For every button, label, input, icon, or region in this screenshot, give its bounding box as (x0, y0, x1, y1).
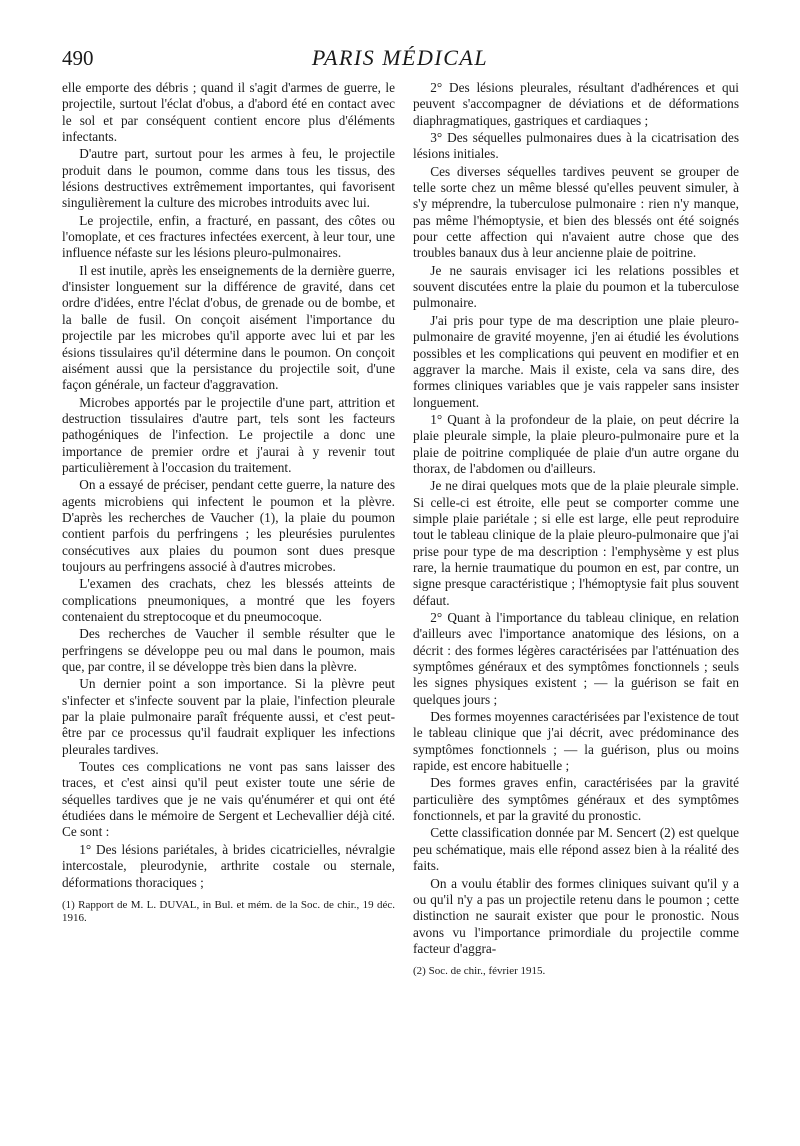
journal-title: PARIS MÉDICAL (311, 45, 489, 70)
paragraph: Microbes apportés par le projectile d'une part, attrition et destruction tissulaires d'autre part, tels sont les facteurs pathogéniques de l'infection. Le projectile a donc une importance de premier ordre et j'aurai à y revenir tout particulièrement à l'occasion du traitement. (62, 394, 395, 475)
paragraph: D'autre part, surtout pour les armes à feu, le projectile produit dans le poumon, comme dans tous les tissus, des lésions destructives extrêmement importantes, qui favorisent singulièrement la culture des microbes introduits avec lui. (62, 146, 395, 211)
paragraph: Il est inutile, après les enseignements de la dernière guerre, d'insister longuement sur la différence de gravité, dans cet ordre d'idées, entre l'éclat d'obus, de grenade ou de bombe, et la balle de fusil. On conçoit aisément l'importance du projectile par les microbes qu'il apporte avec lui et par les ésions tissulaires qu'il détermine dans le poumon. On conçoit aisément aussi que la persistance du projectile soit, d'une façon générale, un facteur d'aggravation. (62, 262, 395, 393)
paragraph: Ces diverses séquelles tardives peuvent se grouper de telle sorte chez un même blessé qu'elles peuvent simuler, à s'y méprendre, la tuberculose pulmonaire : rien n'y manque, pas même l'hémoptysie, et bien des blessés ont été soignés pour cette affection qui n'avaient autre chose que des troubles banaux dus à leur ancienne plaie de poitrine. (413, 163, 739, 261)
right-column (413, 80, 739, 979)
paragraph: Toutes ces complications ne vont pas sans laisser des traces, et c'est ainsi qu'il peut exister toute une série de séquelles tardives que je ne vais qu'énumérer et qui ont été étudiées dans le mémoire de Sergent et Lechevallier déjà cité. Ce sont : (62, 759, 395, 840)
page-number: 490 (62, 46, 94, 70)
paragraph: Un dernier point a son importance. Si la plèvre peut s'infecter et s'infecte souvent par la plaie, l'infection pleurale par la plaie pulmonaire paraît fréquente aussi, et c'est peut-être par ce processus qu'il faudrait expliquer les infections pleurales tardives. (62, 676, 395, 757)
paragraph: Des formes moyennes caractérisées par l'existence de tout le tableau clinique que j'ai décrit, avec prédominance des symptômes fonctionnels ; — la guérison, plus ou moins rapide, est encore habituelle ; (413, 709, 739, 774)
paragraph: elle emporte des débris ; quand il s'agit d'armes de guerre, le projectile, surtout l'éclat d'obus, a d'abord été en contact avec le sol et par conséquent contient encore plus d'éléments infectants. (62, 80, 395, 145)
paragraph: Je ne dirai quelques mots que de la plaie pleurale simple. Si celle-ci est étroite, elle peut se comporter comme une simple plaie pariétale ; si elle est large, elle peut reproduire tout le tableau clinique de la plaie pleuro-pulmonaire que j'ai prise pour type de ma description : l'emphysème y est plus rare, la hernie traumatique du poumon en est, par contre, un signe presque caractéristique ; l'hémoptysie fait plus souvent défaut. (413, 478, 739, 608)
paragraph: 3° Des séquelles pulmonaires dues à la cicatrisation des lésions initiales. (413, 130, 739, 162)
paragraph: Des recherches de Vaucher il semble résulter que le perfringens se développe peu ou mal dans le poumon, mais que, par contre, il se développe très bien dans la plèvre. (62, 626, 395, 675)
paragraph: L'examen des crachats, chez les blessés atteints de complications pneumoniques, a montré que les foyers contenaient du streptocoque et du pneumocoque. (62, 576, 395, 624)
paragraph: Je ne saurais envisager ici les relations possibles et souvent discutées entre la plaie du poumon et la tuberculose pulmonaire. (413, 262, 739, 311)
paragraph: Cette classification donnée par M. Sencert (2) est quelque peu schématique, mais elle répond assez bien à la réalité des faits. (413, 825, 739, 874)
paragraph: 1° Quant à la profondeur de la plaie, on peut décrire la plaie pleurale simple, la plaie pleuro-pulmonaire pure et la plaie de poitrine compliquée de plaie d'un autre organe du thorax, de l'abdomen ou d'ailleurs. (413, 411, 739, 476)
paragraph: On a voulu établir des formes cliniques suivant qu'il y a ou qu'il n'y a pas un projectile retenu dans le poumon ; cette distinction ne saurait exister que pour le pronostic. Nous avons vu l'importance primordiale du projectile comme facteur d'aggra- (413, 875, 739, 956)
footnote: (2) Soc. de chir., février 1915. (413, 965, 546, 978)
paragraph: J'ai pris pour type de ma description une plaie pleuro-pulmonaire de gravité moyenne, j'en ai étudié les évolutions possibles et les complications qui peuvent en modifier et en aggraver la marche. Mais il existe, cela va sans dire, des formes cliniques variables que je vais rappeler sans insister longuement. (413, 312, 739, 410)
paragraph: 2° Des lésions pleurales, résultant d'adhérences et qui peuvent s'accompagner de déviations et de déformations diaphragmatiques, gastriques et cardiaques ; (413, 80, 739, 128)
paragraph: Le projectile, enfin, a fracturé, en passant, des côtes ou l'omoplate, et ces fractures infectées exercent, à leur tour, une influence néfaste sur les lésions pleuro-pulmonaires. (62, 212, 395, 261)
paragraph: 2° Quant à l'importance du tableau clinique, en relation d'ailleurs avec l'importance anatomique des lésions, on a décrit : des formes légères caractérisées par l'atténuation des symptômes généraux et des symptômes fonctionnels ; seuls les signes physiques existent ; — la guérison se fait en quelques jours ; (413, 610, 739, 707)
paragraph: Des formes graves enfin, caractérisées par la gravité particulière des symptômes généraux et des symptômes fonctionnels, et par la gravité du pronostic. (413, 775, 739, 824)
left-column (62, 80, 395, 926)
footnote: (1) Rapport de M. L. DUVAL, in Bul. et mém. de la Soc. de chir., 19 déc. 1916. (62, 898, 395, 924)
paragraph: On a essayé de préciser, pendant cette guerre, la nature des agents microbiens qui infectent le poumon et la plèvre. D'après les recherches de Vaucher (1), la plaie du poumon contient parfois du perfringens ; les pleurésies purulentes consécutives aux plaies du poumon sont dues presque toujours au perfringens associé à d'autres microbes. (62, 477, 395, 574)
paragraph: 1° Des lésions pariétales, à brides cicatricielles, névralgie intercostale, pleurodynie, arthrite costale ou sternale, déformations thoraciques ; (62, 841, 395, 890)
